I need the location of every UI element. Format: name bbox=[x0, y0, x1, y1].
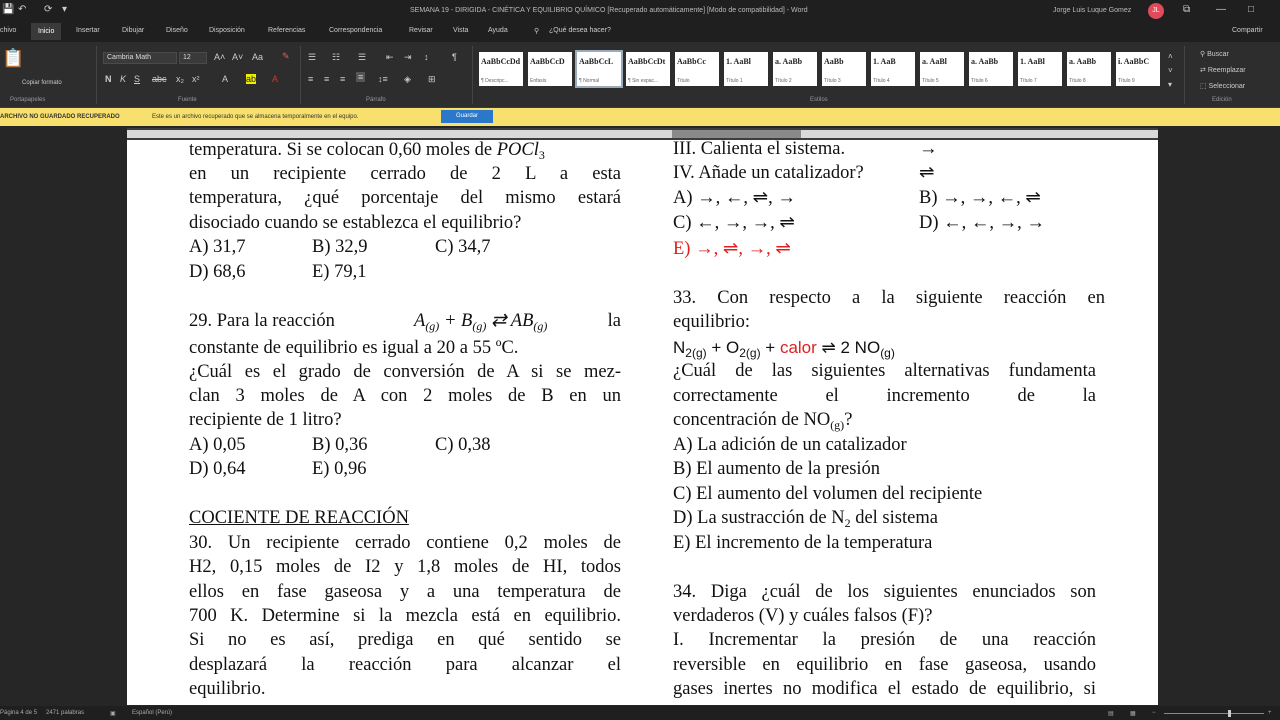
q32-option-b: B) →, →, ←, ⇌ bbox=[919, 188, 1041, 208]
find-label: Buscar bbox=[1207, 51, 1229, 58]
text-effects-icon[interactable]: A bbox=[222, 74, 229, 84]
style-name: Título 7 bbox=[1020, 78, 1037, 84]
style-name: Título 8 bbox=[1069, 78, 1086, 84]
zoom-slider[interactable] bbox=[1164, 713, 1264, 714]
avatar[interactable]: JL bbox=[1148, 3, 1164, 19]
superscript-button[interactable]: x² bbox=[192, 74, 200, 84]
style-preview: a. AaBb bbox=[971, 57, 999, 66]
subscript-button[interactable]: x₂ bbox=[176, 74, 184, 84]
style-item[interactable] bbox=[1116, 52, 1160, 86]
select-icon: ⬚ bbox=[1200, 83, 1209, 90]
style-preview: AaBbCcDd bbox=[481, 57, 521, 66]
show-marks-icon[interactable]: ¶ bbox=[452, 52, 457, 62]
style-preview: AaBb bbox=[824, 57, 844, 66]
q34-line-3: I. Incrementar la presión de una reacción bbox=[673, 630, 1096, 650]
section-title: COCIENTE DE REACCIÓN bbox=[189, 508, 409, 528]
q32-option-a: A) →, ←, ⇌, → bbox=[673, 188, 796, 208]
tab-ayuda[interactable]: Ayuda bbox=[488, 27, 508, 34]
style-item[interactable] bbox=[871, 52, 915, 86]
tab-vista[interactable]: Vista bbox=[453, 27, 469, 34]
page-count[interactable]: Página 4 de 5 bbox=[0, 710, 38, 716]
q28-line-2: en un recipiente cerrado de 2 L a esta bbox=[189, 164, 621, 184]
editing-group-label: Edición bbox=[1212, 97, 1232, 103]
read-mode-icon[interactable]: ▤ bbox=[1108, 711, 1114, 717]
q32-option-d: D) ←, ←, →, → bbox=[919, 213, 1045, 233]
q32-item-4: IV. Añade un catalizador? bbox=[673, 163, 864, 183]
q30-line-2: H2, 0,15 moles de I2 y 1,8 moles de HI, todos bbox=[189, 557, 621, 577]
style-item[interactable] bbox=[577, 52, 621, 86]
language[interactable]: Español (Perú) bbox=[132, 710, 173, 716]
q33-option-e: E) El incremento de la temperatura bbox=[673, 533, 933, 553]
font-size-box[interactable]: 12 bbox=[179, 52, 207, 64]
q29-option-b: B) 0,36 bbox=[312, 435, 368, 455]
q33-option-d: D) La sustracción de $N_2$ del sistema bbox=[673, 508, 938, 530]
redo-icon[interactable]: ⟳ bbox=[44, 4, 53, 15]
style-name: ¶ Sin espac... bbox=[628, 78, 659, 84]
q29-line-3: ¿Cuál es el grado de conversión de A si se mez- bbox=[189, 362, 621, 382]
clear-format-icon[interactable]: ✎ bbox=[282, 51, 290, 61]
style-item[interactable] bbox=[479, 52, 523, 86]
paste-icon[interactable]: 📋 bbox=[2, 48, 25, 68]
gallery-down-icon[interactable]: ˅ bbox=[1168, 66, 1173, 75]
style-preview: i. AaBbC bbox=[1118, 57, 1150, 66]
justify-icon[interactable]: ≡ bbox=[358, 72, 364, 82]
replace-button[interactable] bbox=[1200, 66, 1246, 74]
q33-line-2: equilibrio: bbox=[673, 312, 751, 332]
q30-line-7: equilibrio. bbox=[189, 679, 266, 699]
underline-button[interactable]: S bbox=[134, 74, 141, 84]
style-item[interactable] bbox=[1018, 52, 1062, 86]
q29-line-2: constante de equilibrio es igual a 20 a 55 ºC. bbox=[189, 338, 519, 358]
q28-line-3: temperatura, ¿qué porcentaje del mismo estará bbox=[189, 188, 621, 208]
shrink-font-icon[interactable]: A˅ bbox=[232, 52, 244, 62]
gallery-more-icon[interactable]: ▾ bbox=[1168, 80, 1173, 89]
font-group-label: Fuente bbox=[178, 97, 197, 103]
tab-referencias[interactable]: Referencias bbox=[268, 27, 306, 34]
style-item[interactable] bbox=[675, 52, 719, 86]
q33-reaction: $N_{2(g)} + O_{2(g)}$ + calor ⇌ 2 $NO_{(g)}$ bbox=[673, 338, 895, 360]
replace-label: Reemplazar bbox=[1207, 67, 1246, 74]
tab-diseno[interactable]: Diseño bbox=[166, 27, 188, 34]
style-preview: AaBbCcL bbox=[579, 57, 614, 66]
change-case-icon[interactable]: Aa bbox=[252, 52, 264, 62]
q29-line-5: recipiente de 1 litro? bbox=[189, 410, 342, 430]
q32-item-3-arrow: → bbox=[919, 140, 938, 159]
q30-line-3: ellos en fase gaseosa y a una temperatura de bbox=[189, 582, 621, 602]
q29-option-e: E) 0,96 bbox=[312, 459, 367, 479]
status-bar bbox=[0, 706, 1280, 720]
q33-question-2: correctamente el incremento de la bbox=[673, 386, 1096, 406]
zoom-slider-thumb[interactable] bbox=[1228, 710, 1231, 717]
q33-line-1: 33. Con respecto a la siguiente reacción en bbox=[673, 288, 1105, 308]
style-item[interactable] bbox=[1067, 52, 1111, 86]
style-preview: 1. AaBl bbox=[726, 57, 751, 66]
line-spacing-icon[interactable]: ↕≡ bbox=[378, 74, 388, 84]
borders-icon[interactable]: ⊞ bbox=[428, 74, 436, 84]
style-item[interactable] bbox=[724, 52, 768, 86]
search-icon[interactable]: ⚲ bbox=[534, 28, 540, 35]
style-name: Énfasis bbox=[530, 78, 547, 84]
style-item[interactable] bbox=[822, 52, 866, 86]
window-title: SEMANA 19 - DIRIGIDA - CINÉTICA Y EQUILIBRIO QUÍMICO [Recuperado automáticamente] [Modo de compatibilidad] - Word bbox=[410, 7, 808, 14]
save-button[interactable]: Guardar bbox=[441, 110, 493, 123]
style-item[interactable] bbox=[773, 52, 817, 86]
q29-line-4: clan 3 moles de A con 2 moles de B en un bbox=[189, 386, 621, 406]
grow-font-icon[interactable]: A˄ bbox=[214, 52, 226, 62]
q30-line-1: 30. Un recipiente cerrado contiene 0,2 moles de bbox=[189, 533, 621, 553]
style-name: Título 5 bbox=[922, 78, 939, 84]
q30-line-6: desplazará la reacción para alcanzar el bbox=[189, 655, 621, 675]
style-preview: 1. AaB bbox=[873, 57, 896, 66]
sort-icon[interactable]: ↕ bbox=[424, 52, 429, 62]
style-name: Título 3 bbox=[824, 78, 841, 84]
strikethrough-button[interactable]: abc bbox=[152, 74, 167, 84]
tab-dibujar[interactable]: Dibujar bbox=[122, 27, 145, 34]
italic-button[interactable]: K bbox=[120, 74, 127, 84]
customize-toolbar-icon[interactable]: ▾ bbox=[62, 4, 68, 15]
style-item[interactable] bbox=[626, 52, 670, 86]
numbering-icon[interactable]: ☷ bbox=[332, 52, 341, 62]
align-left-icon[interactable]: ≡ bbox=[308, 74, 314, 84]
style-preview: a. AaBb bbox=[1069, 57, 1097, 66]
style-item[interactable] bbox=[969, 52, 1013, 86]
decrease-indent-icon[interactable]: ⇤ bbox=[386, 52, 394, 62]
q34-line-2: verdaderos (V) y cuáles falsos (F)? bbox=[673, 606, 933, 626]
style-preview: AaBbCcDt bbox=[628, 57, 666, 66]
style-name: ¶ Descripc... bbox=[481, 78, 509, 84]
font-color-icon[interactable]: A bbox=[272, 74, 279, 84]
ribbon-display-icon[interactable]: ⧉ bbox=[1183, 4, 1191, 15]
q28-option-a: A) 31,7 bbox=[189, 237, 246, 257]
zoom-out-icon[interactable]: − bbox=[1152, 710, 1156, 716]
tab-inicio[interactable]: Inicio bbox=[31, 23, 61, 40]
q29-option-c: C) 0,38 bbox=[435, 435, 491, 455]
q29-option-d: D) 0,64 bbox=[189, 459, 246, 479]
tab-insertar[interactable]: Insertar bbox=[76, 27, 100, 34]
q32-item-4-arrow: ⇌ bbox=[919, 163, 935, 183]
style-preview: a. AaBb bbox=[775, 57, 803, 66]
recovered-file-title: ARCHIVO NO GUARDADO RECUPERADO bbox=[0, 114, 120, 120]
style-item[interactable] bbox=[528, 52, 572, 86]
increase-indent-icon[interactable]: ⇥ bbox=[404, 52, 412, 62]
q32-item-3: III. Calienta el sistema. bbox=[673, 140, 846, 159]
q28-option-b: B) 32,9 bbox=[312, 237, 368, 257]
q29-reaction: $A_{(g)} + B_{(g)}$ ⇄ $AB_{(g)}$ bbox=[414, 311, 548, 333]
minimize-icon[interactable]: — bbox=[1216, 4, 1226, 15]
clipboard-group-label: Portapapeles bbox=[10, 97, 46, 103]
font-name-box[interactable]: Cambria Math bbox=[103, 52, 177, 64]
shading-icon[interactable]: ◈ bbox=[404, 74, 411, 84]
proofing-icon[interactable]: ▣ bbox=[110, 711, 116, 717]
style-name: Título 4 bbox=[873, 78, 890, 84]
tab-archivo[interactable]: chivo bbox=[0, 27, 17, 34]
recovered-file-message: Este es un archivo recuperado que se almacena temporalmente en el equipo. bbox=[152, 114, 359, 120]
ribbon bbox=[0, 42, 1280, 108]
q28-option-d: D) 68,6 bbox=[189, 262, 246, 282]
ribbon-tabs bbox=[0, 22, 1280, 42]
maximize-icon[interactable]: □ bbox=[1248, 4, 1255, 15]
style-name: Título 6 bbox=[971, 78, 988, 84]
paragraph-group-label: Párrafo bbox=[366, 97, 386, 103]
q28-option-c: C) 34,7 bbox=[435, 237, 491, 257]
style-preview: 1. AaBl bbox=[1020, 57, 1045, 66]
q32-option-c: C) ←, →, →, ⇌ bbox=[673, 213, 795, 233]
style-name: Título 9 bbox=[1118, 78, 1135, 84]
share-button[interactable]: Compartir bbox=[1232, 27, 1263, 34]
q30-line-5: Si no es así, prediga en qué sentido se bbox=[189, 630, 621, 650]
find-button[interactable] bbox=[1200, 50, 1229, 58]
title-bar bbox=[0, 0, 1280, 22]
gallery-up-icon[interactable]: ˄ bbox=[1168, 52, 1173, 61]
tab-revisar[interactable]: Revisar bbox=[409, 27, 433, 34]
q29-line-1: 29. Para la reacción $A_{(g)} + B_{(g)}$ ⇄ $AB_{(g)}$ la bbox=[189, 309, 621, 333]
tab-correspondencia[interactable]: Correspondencia bbox=[329, 27, 383, 34]
q28-line-1: temperatura. Si se colocan 0,60 moles de POCl$_3$ bbox=[189, 140, 545, 162]
document-page[interactable] bbox=[127, 140, 1158, 705]
q32-option-e: E) →, ⇌, →, ⇌ bbox=[673, 239, 791, 259]
word-count[interactable]: 2471 palabras bbox=[46, 710, 85, 716]
q33-question-1: ¿Cuál de las siguientes alternativas fundamenta bbox=[673, 361, 1096, 381]
style-preview: AaBbCc bbox=[677, 57, 706, 66]
q28-option-e: E) 79,1 bbox=[312, 262, 367, 282]
q33-question-3: concentración de $NO_{(g)}$? bbox=[673, 410, 853, 432]
q34-line-4: reversible en equilibrio en fase gaseosa, usando bbox=[673, 655, 1096, 675]
q34-line-1: 34. Diga ¿cuál de los siguientes enunciados son bbox=[673, 582, 1096, 602]
recovered-file-bar bbox=[0, 108, 1280, 126]
ruler[interactable] bbox=[127, 128, 1158, 140]
find-icon: ⚲ bbox=[1200, 51, 1208, 58]
style-name: Título bbox=[677, 78, 690, 84]
tell-me-input[interactable]: ¿Qué desea hacer? bbox=[549, 27, 611, 34]
undo-icon[interactable]: ↶ bbox=[18, 4, 27, 15]
style-preview: AaBbCcD bbox=[530, 57, 565, 66]
copy-format-button[interactable]: Copiar formato bbox=[22, 80, 62, 86]
q33-option-b: B) El aumento de la presión bbox=[673, 459, 881, 479]
align-right-icon[interactable]: ≡ bbox=[340, 74, 346, 84]
style-item[interactable] bbox=[920, 52, 964, 86]
style-name: Título 1 bbox=[726, 78, 743, 84]
user-name: Jorge Luis Luque Gomez bbox=[1053, 7, 1132, 14]
tab-disposicion[interactable]: Disposición bbox=[209, 27, 245, 34]
align-center-icon[interactable]: ≡ bbox=[324, 74, 330, 84]
select-label: Seleccionar bbox=[1208, 83, 1246, 90]
replace-icon: ⇄ bbox=[1200, 67, 1208, 74]
q29-option-a: A) 0,05 bbox=[189, 435, 246, 455]
q33-option-c: C) El aumento del volumen del recipiente bbox=[673, 484, 983, 504]
highlight-icon[interactable]: ab bbox=[246, 74, 257, 84]
style-name: ¶ Normal bbox=[579, 78, 600, 84]
zoom-in-icon[interactable]: + bbox=[1268, 710, 1272, 716]
select-button[interactable] bbox=[1200, 82, 1245, 90]
multilevel-list-icon[interactable]: ☰ bbox=[358, 52, 367, 62]
styles-group-label: Estilos bbox=[810, 97, 828, 103]
q33-option-a: A) La adición de un catalizador bbox=[673, 435, 907, 455]
q34-line-5: gases inertes no modifica el estado de equilibrio, si bbox=[673, 679, 1096, 699]
style-name: Título 2 bbox=[775, 78, 792, 84]
bullets-icon[interactable]: ☰ bbox=[308, 52, 317, 62]
save-icon[interactable]: 💾 bbox=[2, 4, 15, 15]
bold-button[interactable]: N bbox=[105, 74, 112, 84]
q28-line-4: disociado cuando se establezca el equilibrio? bbox=[189, 213, 522, 233]
print-layout-icon[interactable]: ▦ bbox=[1130, 711, 1136, 717]
style-preview: a. AaBl bbox=[922, 57, 947, 66]
q30-line-4: 700 K. Determine si la mezcla está en equilibrio. bbox=[189, 606, 621, 626]
